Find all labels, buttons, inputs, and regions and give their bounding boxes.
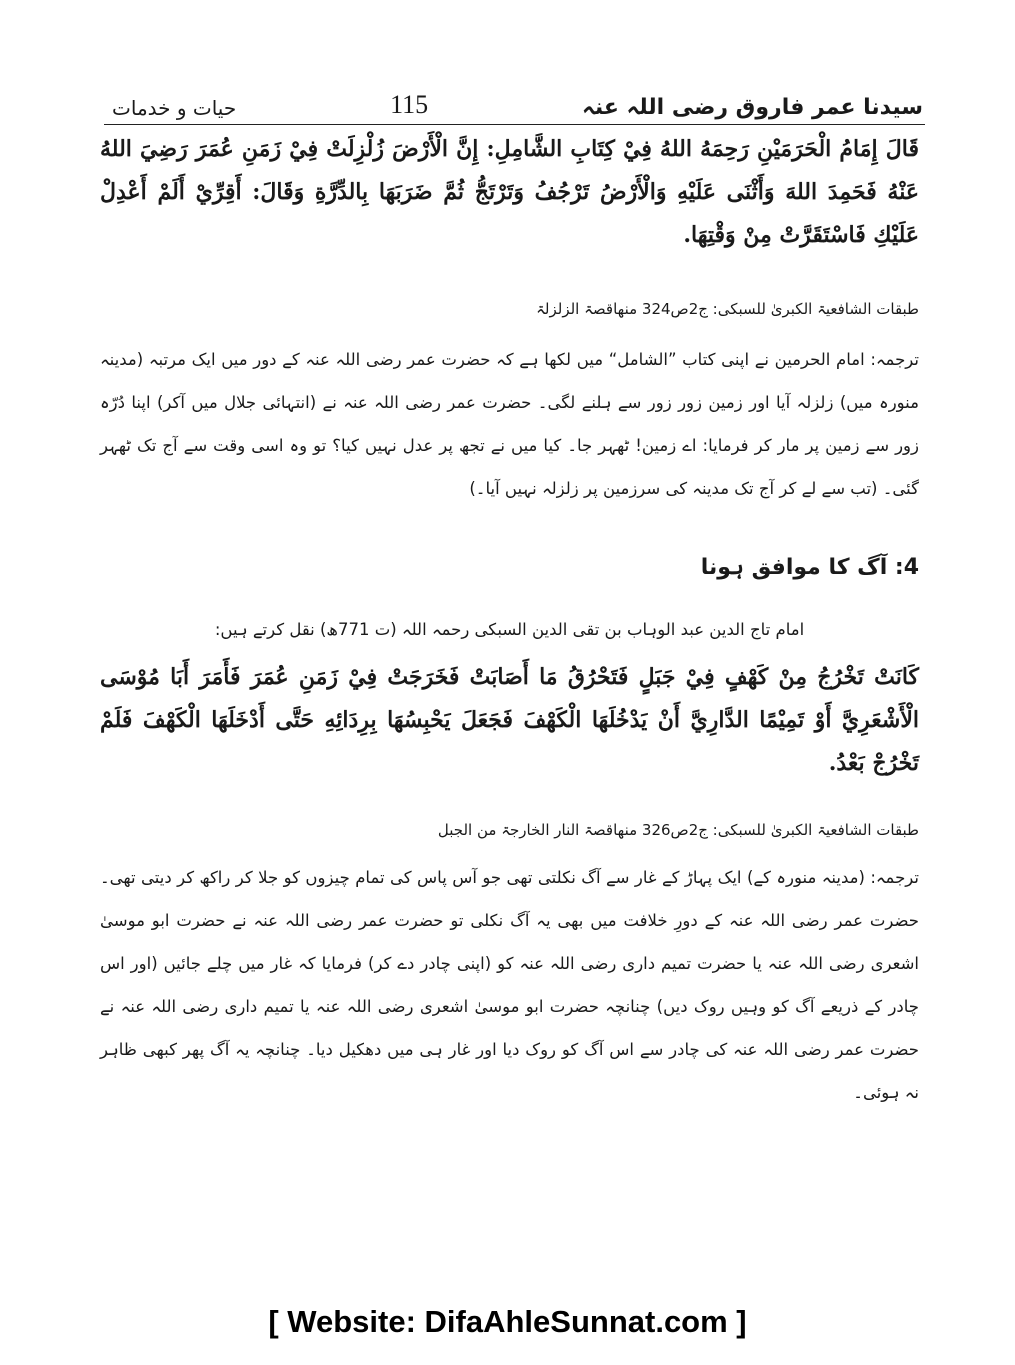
arabic-quote-fire: كَانَتْ تَخْرُجُ مِنْ كَهْفٍ فِيْ جَبَلٍ فَتَحْرُقُ مَا أَصَابَتْ فَخَرَجَتْ فِيْ زَمَنِ عُمَرَ فَأَمَرَ أَبَا مُوْسَى الْأَشْعَرِيَّ أَوْ تَمِيْمًا الدَّارِيَّ أَنْ يَدْخُلَهَا الْكَهْفَ فَجَعَلَ يَحْبِسُهَا بِرِدَائِهِ حَتَّى أَدْخَلَهَا الْكَهْفَ فَلَمْ تَخْرُجْ بَعْدُ. (100, 664, 919, 776)
header-divider (104, 124, 925, 125)
arabic-quote-earthquake: قَالَ إِمَامُ الْحَرَمَيْنِ رَحِمَهُ اللهُ فِيْ كِتَابِ الشَّامِلِ: إِنَّ الْأَرْضَ زُلْزِلَتْ فِيْ زَمَنِ عُمَرَ رَضِيَ اللهُ عَنْهُ فَحَمِدَ اللهَ وَأَثْنَى عَلَيْهِ وَالْأَرْضُ تَرْجُفُ وَتَرْتَجُّ ثُمَّ ضَرَبَهَا بِالدِّرَّةِ وَقَالَ: أَقِرِّيْ أَلَمْ أَعْدِلْ عَلَيْكِ فَاسْتَقَرَّتْ مِنْ وَقْتِهَا. (100, 136, 919, 248)
book-title: سیدنا عمر فاروق رضی اللہ عنہ (581, 95, 923, 120)
website-footer: [ Website: DifaAhleSunnat.com ] (268, 1304, 747, 1339)
reference-fire: طبقات الشافعیۃ الکبریٰ للسبکی: ج2ص326 منھاقصۃ النار الخارجۃ من الجبل (437, 821, 919, 839)
page-number: 115 (390, 90, 429, 119)
section-heading: 4: آگ کا موافق ہونا (700, 555, 919, 580)
reference-earthquake: طبقات الشافعیۃ الکبریٰ للسبکی: ج2ص324 منھاقصۃ الزلزلۃ (536, 300, 919, 318)
section-title: حیات و خدمات (112, 96, 237, 120)
translation-earthquake: ترجمہ: امام الحرمین نے اپنی کتاب ”الشامل“ میں لکھا ہے کہ حضرت عمر رضی اللہ عنہ کے دور میں ایک مرتبہ (مدینہ منورہ میں) زلزلہ آیا اور زمین زور زور سے ہلنے لگی۔ حضرت عمر رضی اللہ عنہ نے (انتہائی جلال میں آکر) اپنا دُرّہ زور سے زمین پر مار کر فرمایا: اے زمین! ٹھہر جا۔ کیا میں نے تجھ پر عدل نہیں کیا؟ تو وہ اسی وقت سے آج تک ٹھہر گئی۔ (تب سے لے کر آج تک مدینہ کی سرزمین پر زلزلہ نہیں آیا۔) (100, 350, 919, 498)
page-header (112, 84, 923, 120)
translation-fire: ترجمہ: (مدینہ منورہ کے) ایک پہاڑ کے غار سے آگ نکلتی تھی جو آس پاس کی تمام چیزوں کو جلا کر راکھ کر دیتی تھی۔ حضرت عمر رضی اللہ عنہ کے دورِ خلافت میں بھی یہ آگ نکلی تو حضرت عمر رضی اللہ عنہ نے حضرت ابو موسیٰ اشعری رضی اللہ عنہ یا حضرت تمیم داری رضی اللہ عنہ کو (اپنی چادر دے کر) فرمایا کہ غار میں چلے جائیں (اور اس چادر کے ذریعے آگ کو وہیں روک دیں) چنانچہ حضرت ابو موسیٰ اشعری رضی اللہ عنہ یا تمیم داری رضی اللہ عنہ نے حضرت عمر رضی اللہ عنہ کی چادر سے اس آگ کو روک دیا اور غار ہی میں دھکیل دیا۔ چنانچہ یہ آگ پھر کبھی ظاہر نہ ہوئی۔ (100, 868, 919, 1102)
section-intro: امام تاج الدین عبد الوہاب بن تقی الدین السبکی رحمہ اللہ (ت 771ھ) نقل کرتے ہیں: (214, 620, 805, 639)
